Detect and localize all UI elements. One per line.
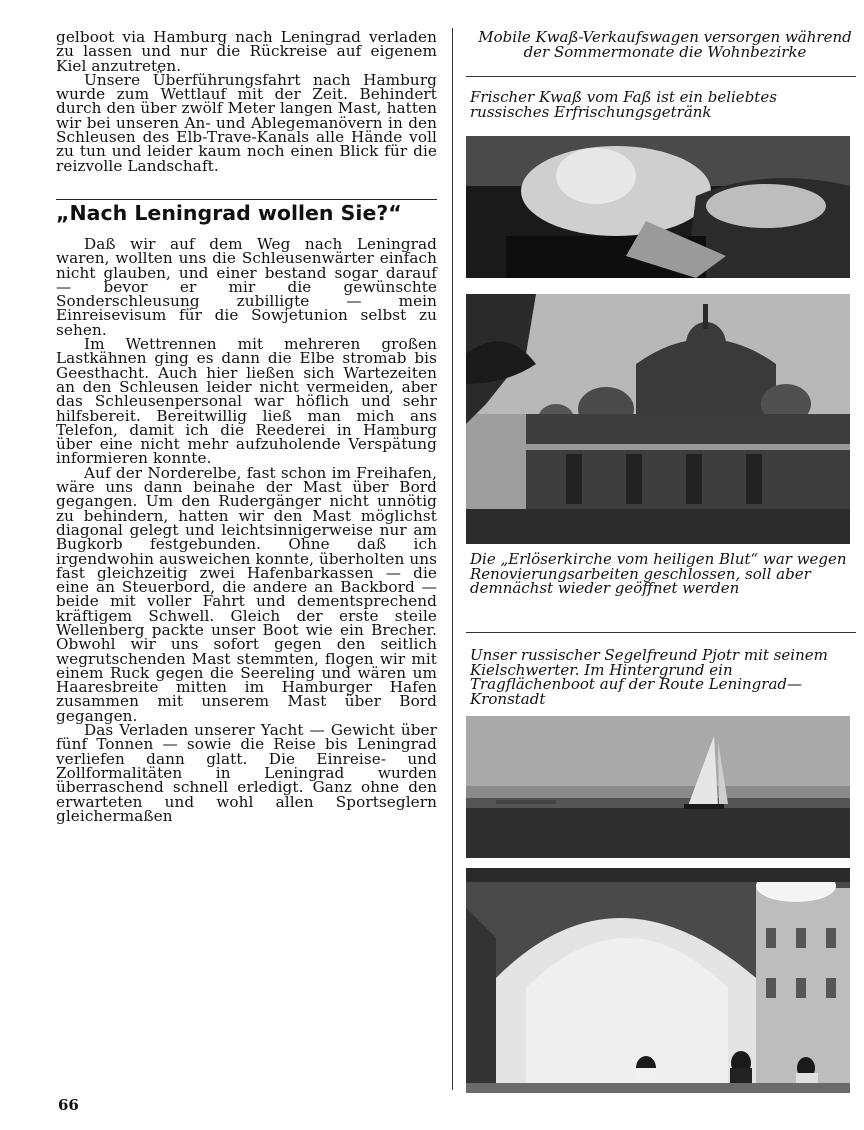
photo-church-of-savior [466, 294, 850, 544]
paragraph: Unsere Überführungsfahrt nach Hamburg wurde zum Wettlauf mit der Zeit. Behindert durch den über zwölf Meter langen Mast, hatten wir bei unseren An- und Ablegemanövern in den Schleusen des Elb-Trave-Kanals alle Hände voll zu tun und leider kaum noch einen Blick für die reizvolle Landschaft. [56, 70, 437, 175]
article-body [56, 234, 437, 825]
left-text-column [56, 30, 437, 823]
paragraph: Auf der Norderelbe, fast schon im Freihafen, wäre uns dann beinahe der Mast über Bord gegangen. Um den Rudergänger nicht unnötig zu behindern, hatten wir den Mast möglichst diagonal gelegt und leichtsinnigerweise nur am Bugkorb festgebunden. Ohne daß ich irgendwohin ausweichen konnte, überholten uns fast gleichzeitig zwei Hafenbarkassen — die eine an Steuerbord, die andere an Backbord — beide mit voller Fahrt und dementsprechend kräftigem Schwell. Gleich der erste steile Wellenberg packte unser Boot wie ein Brecher. Obwohl wir uns sofort gegen den seitlich wegrutschenden Mast stemmten, flogen wir mit einem Ruck gegen die Seereling und wären um Haaresbreite mitten im Hamburger Hafen zusammen mit unserem Mast über Bord gegangen. [56, 463, 437, 725]
paragraph-continued: gelboot via Hamburg nach Leningrad verladen zu lassen und nur die Rückreise auf eigenem Kiel anzutreten. [56, 28, 437, 75]
paragraph: Daß wir auf dem Weg nach Leningrad waren, wollten uns die Schleusenwärter einfach nicht glauben, und einer bestand sogar darauf — bevor er mir die gewünschte Sonderschleusung zubilligte — mein Einreisevisum für die Sowjetunion selbst zu sehen. [56, 234, 437, 339]
photo-sailboat-image [466, 716, 850, 858]
caption-sailing-friend: Unser russischer Segelfreund Pjotr mit seinem Kielschwerter. Im Hintergrund ein Tragflächenboot auf der Route Leningrad—Kronstadt [470, 646, 828, 708]
page-number: 66 [58, 1096, 79, 1114]
photo-arch-street [466, 868, 850, 1093]
photo-kvass-vendor-image [466, 136, 850, 278]
caption-kvass-barrel: Frischer Kwaß vom Faß ist ein beliebtes russisches Erfrischungsgetränk [470, 88, 777, 121]
photo-kvass-vendor [466, 136, 850, 278]
paragraph: Das Verladen unserer Yacht — Gewicht über fünf Tonnen — sowie die Reise bis Leningrad verliefen dann glatt. Die Einreise- und Zollformalitäten in Leningrad wurden überraschend schnell erledigt. Ganz ohne den erwarteten und wohl allen Sportseglern gleichermaßen [56, 721, 437, 825]
caption-kvass-trucks: Mobile Kwaß-Verkaufswagen versorgen während der Sommermonate die Wohnbezirke [478, 28, 852, 61]
caption-rule [466, 632, 856, 633]
photo-church-image [466, 294, 850, 544]
article-body-top [56, 30, 437, 173]
column-divider [452, 28, 453, 1090]
section-heading: „Nach Leningrad wollen Sie?“ [56, 200, 402, 225]
caption-church: Die „Erlöserkirche vom heiligen Blut“ war wegen Renovierungsarbeiten geschlossen, soll aber demnächst wieder geöffnet werden [470, 550, 847, 597]
photo-arch-image [466, 868, 850, 1093]
photo-sailboat [466, 716, 850, 858]
caption-rule [466, 76, 856, 77]
heading-rule [56, 199, 437, 200]
paragraph: Im Wettrennen mit mehreren großen Lastkähnen ging es dann die Elbe stromab bis Geesthacht. Auch hier ließen sich Wartezeiten an den Schleusen leider nicht vermeiden, aber das Schleusenpersonal war höflich und sehr hilfsbereit. Bereitwillig ließ man mich ans Telefon, damit ich die Reederei in Hamburg über eine nicht mehr aufzuholende Verspätung informieren konnte. [56, 335, 437, 468]
